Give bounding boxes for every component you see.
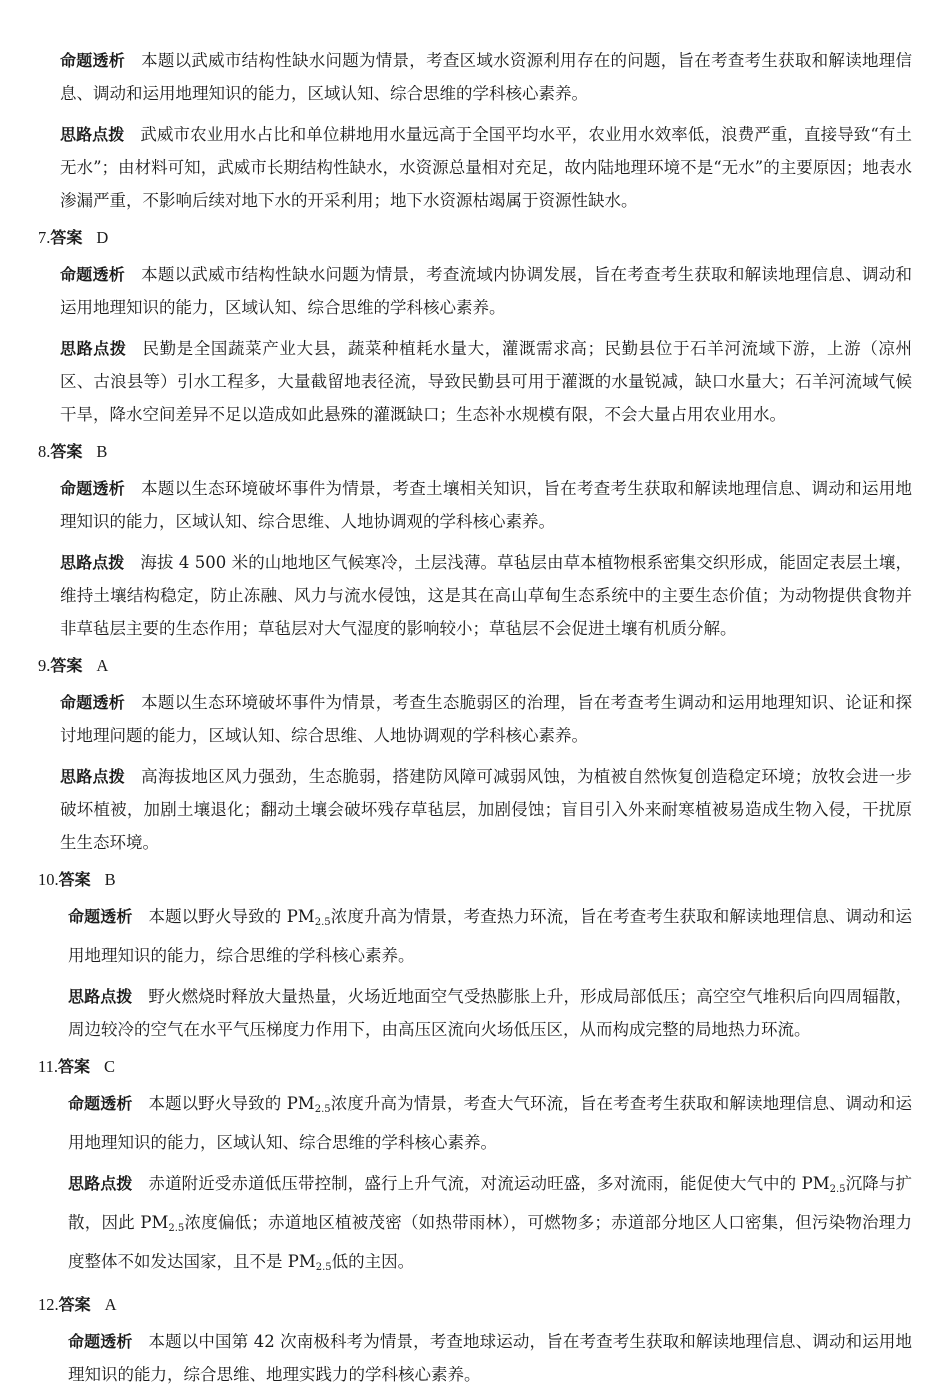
- answer-line-10: [38, 863, 912, 896]
- hint-paragraph: [60, 546, 912, 645]
- analysis-text-b: 浓度升高为情景，考查大气环流，旨在考查考生获取和解读地理信息、调动和运用地理知识的能力，区域认知、综合思维的学科核心素养。: [68, 1094, 912, 1152]
- analysis-text: 本题以武威市结构性缺水问题为情景，考查区域水资源利用存在的问题，旨在考查考生获取和解读地理信息、调动和运用地理知识的能力，区域认知、综合思维的学科核心素养。: [60, 51, 912, 103]
- hint-text: 高海拔地区风力强劲，生态脆弱，搭建防风障可减弱风蚀，为植被自然恢复创造稳定环境；放牧会进一步破坏植被，加剧土壤退化；翻动土壤会破坏残存草毡层，加剧侵蚀；盲目引入外来耐寒植被易造成生物入侵，干扰原生生态环境。: [60, 767, 912, 852]
- question-number: 11.: [38, 1057, 59, 1076]
- analysis-label: 命题透析: [68, 907, 133, 926]
- hint-paragraph: [68, 980, 912, 1046]
- hint-paragraph: [68, 1167, 912, 1284]
- answer-label: 答案: [50, 656, 83, 675]
- analysis-label: 命题透析: [68, 1332, 133, 1351]
- analysis-paragraph: [60, 686, 912, 752]
- hint-label: 思路点拨: [60, 125, 125, 144]
- analysis-text-b: 浓度升高为情景，考查热力环流，旨在考查考生获取和解读地理信息、调动和运用地理知识的能力，综合思维的学科核心素养。: [68, 907, 912, 965]
- answer-label: 答案: [58, 1295, 91, 1314]
- analysis-text: 本题以中国第 42 次南极科考为情景，考查地球运动，旨在考查考生获取和解读地理信息、调动和运用地理知识的能力，综合思维、地理实践力的学科核心素养。: [68, 1332, 912, 1384]
- hint-label: 思路点拨: [68, 1174, 133, 1193]
- pm-subscript: 2.5: [314, 1104, 331, 1115]
- analysis-text: 本题以生态环境破坏事件为情景，考查生态脆弱区的治理，旨在考查考生调动和运用地理知识、论证和探讨地理问题的能力，区域认知、综合思维、人地协调观的学科核心素养。: [60, 693, 912, 745]
- analysis-paragraph: [68, 900, 912, 972]
- hint-paragraph: [60, 760, 912, 859]
- answer-line-9: [38, 649, 912, 682]
- analysis-text-a: 本题以野火导致的 PM: [148, 907, 315, 926]
- hint-label: 思路点拨: [60, 553, 125, 572]
- question-number: 9.: [38, 656, 51, 675]
- analysis-label: 命题透析: [60, 693, 126, 712]
- hint-text: 民勤是全国蔬菜产业大县，蔬菜种植耗水量大，灌溉需求高；民勤县位于石羊河流域下游，上游（凉州区、古浪县等）引水工程多，大量截留地表径流，导致民勤县可用于灌溉的水量锐减，缺口水量大；石羊河流域气候干旱，降水空间差异不足以造成如此悬殊的灌溉缺口；生态补水规模有限，不会大量占用农业用水。: [60, 339, 912, 424]
- answer-value: B: [96, 442, 108, 461]
- question-number: 8.: [38, 442, 51, 461]
- answer-value: C: [104, 1057, 116, 1076]
- hint-label: 思路点拨: [60, 339, 127, 358]
- answer-value: A: [96, 656, 109, 675]
- hint-text-b: 沉降与扩散，因此 PM: [68, 1174, 912, 1232]
- analysis-label: 命题透析: [60, 51, 126, 70]
- answer-line-12: [38, 1288, 912, 1321]
- pm-subscript: 2.5: [315, 1262, 332, 1273]
- question-number: 7.: [38, 228, 51, 247]
- analysis-label: 命题透析: [60, 479, 126, 498]
- answer-line-11: [38, 1050, 912, 1083]
- answer-value: A: [104, 1295, 117, 1314]
- answer-value: B: [104, 870, 116, 889]
- analysis-label: 命题透析: [60, 265, 126, 284]
- answer-label: 答案: [58, 1057, 91, 1076]
- answer-line-7: [38, 221, 912, 254]
- pm-subscript: 2.5: [168, 1223, 185, 1234]
- analysis-paragraph: [68, 1087, 912, 1159]
- hint-text-c: 浓度偏低；赤道地区植被茂密（如热带雨林），可燃物多；赤道部分地区人口密集，但污染物治理力度整体不如发达国家，且不是 PM: [68, 1213, 912, 1271]
- hint-paragraph: [60, 332, 912, 431]
- analysis-paragraph: [68, 1325, 912, 1391]
- analysis-paragraph: [60, 258, 912, 324]
- analysis-text: 本题以生态环境破坏事件为情景，考查土壤相关知识，旨在考查考生获取和解读地理信息、调动和运用地理知识的能力，区域认知、综合思维、人地协调观的学科核心素养。: [60, 479, 912, 531]
- answer-label: 答案: [50, 228, 83, 247]
- answer-label: 答案: [58, 870, 91, 889]
- hint-text-d: 低的主因。: [331, 1252, 415, 1271]
- answer-label: 答案: [50, 442, 83, 461]
- hint-text: 武威市农业用水占比和单位耕地用水量远高于全国平均水平，农业用水效率低，浪费严重，直接导致“有土无水”；由材料可知，武威市长期结构性缺水，水资源总量相对充足，故内陆地理环境不是“无水”的主要原因；地表水渗漏严重，不影响后续对地下水的开采利用；地下水资源枯竭属于资源性缺水。: [60, 125, 912, 210]
- question-number: 10.: [38, 870, 59, 889]
- analysis-text: 本题以武威市结构性缺水问题为情景，考查流域内协调发展，旨在考查考生获取和解读地理信息、调动和运用地理知识的能力，区域认知、综合思维的学科核心素养。: [60, 265, 912, 317]
- pm-subscript: 2.5: [829, 1184, 846, 1195]
- analysis-paragraph: [60, 44, 912, 110]
- analysis-paragraph: [60, 472, 912, 538]
- hint-text-a: 赤道附近受赤道低压带控制，盛行上升气流，对流运动旺盛，多对流雨，能促使大气中的 PM: [148, 1174, 830, 1193]
- question-number: 12.: [38, 1295, 59, 1314]
- hint-text: 海拔 4 500 米的山地地区气候寒冷，土层浅薄。草毡层由草本植物根系密集交织形成，能固定表层土壤，维持土壤结构稳定，防止冻融、风力与流水侵蚀，这是其在高山草甸生态系统中的主要生态价值；为动物提供食物并非草毡层主要的生态作用；草毡层对大气湿度的影响较小；草毡层不会促进土壤有机质分解。: [60, 553, 912, 638]
- pm-subscript: 2.5: [314, 917, 331, 928]
- answer-line-8: [38, 435, 912, 468]
- analysis-label: 命题透析: [68, 1094, 133, 1113]
- analysis-text-a: 本题以野火导致的 PM: [148, 1094, 315, 1113]
- hint-paragraph: [60, 118, 912, 217]
- hint-text: 野火燃烧时释放大量热量，火场近地面空气受热膨胀上升，形成局部低压；高空空气堆积后向四周辐散，周边较冷的空气在水平气压梯度力作用下，由高压区流向火场低压区，从而构成完整的局地热力环流。: [68, 987, 912, 1039]
- answer-value: D: [96, 228, 109, 247]
- hint-label: 思路点拨: [60, 767, 126, 786]
- hint-label: 思路点拨: [68, 987, 133, 1006]
